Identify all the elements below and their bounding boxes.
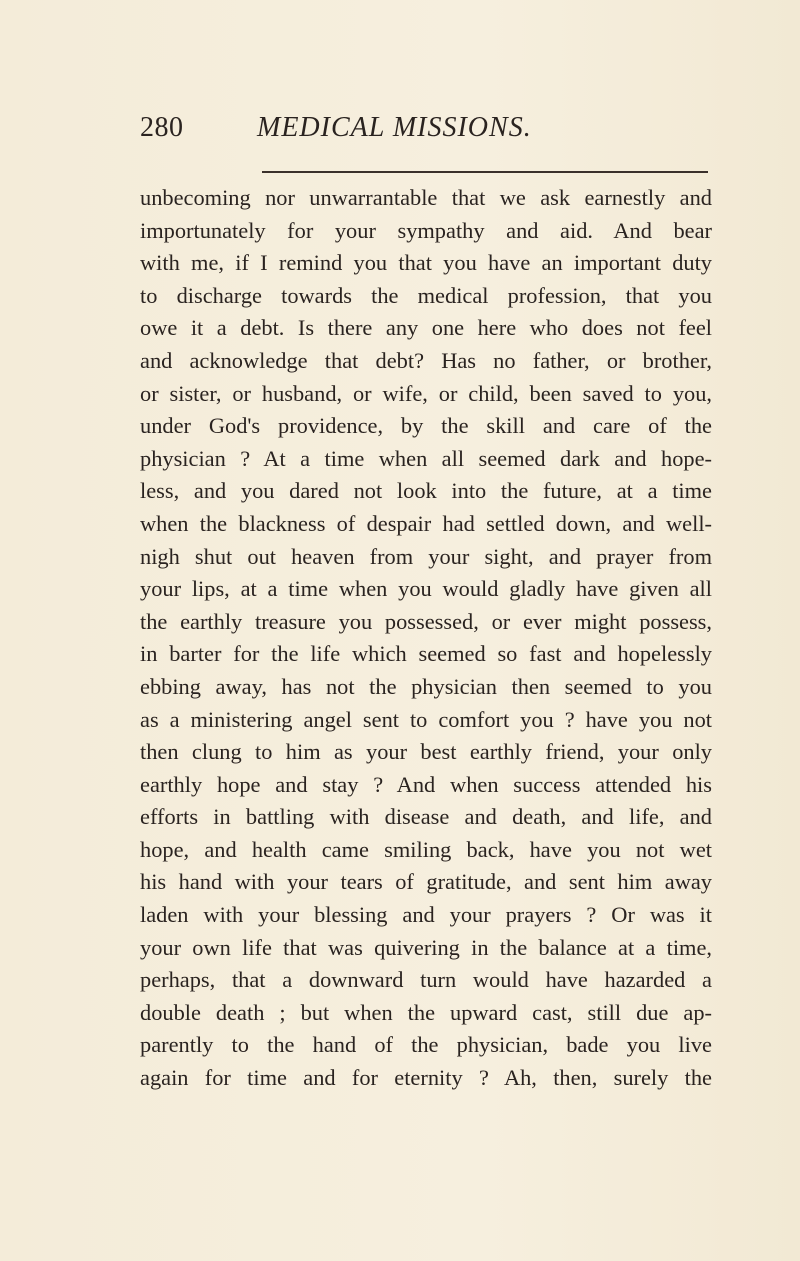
text-line: nigh shut out heaven from your sight, and prayer from: [140, 543, 712, 569]
text-line: in barter for the life which seemed so fast and hopelessly: [140, 641, 712, 667]
header-rule: [262, 171, 708, 173]
text-line: when the blackness of despair had settled down, and well-: [140, 510, 712, 536]
text-line: the earthly treasure you possessed, or ever might possess,: [140, 608, 712, 634]
text-line: unbecoming nor unwarrantable that we ask earnestly and: [140, 185, 712, 210]
text-line: his hand with your tears of gratitude, and sent him away: [140, 869, 712, 895]
running-head: MEDICAL MISSIONS.: [257, 112, 532, 143]
text-line: laden with your blessing and your prayers ? Or was it: [140, 902, 712, 928]
text-line: your own life that was quivering in the balance at a time,: [140, 934, 712, 960]
text-line: your lips, at a time when you would gladly have given all: [140, 576, 712, 602]
body-text: [140, 182, 712, 1095]
text-line: then clung to him as your best earthly friend, your only: [140, 739, 712, 765]
text-line: parently to the hand of the physician, bade you live: [140, 1032, 712, 1058]
page-header: [140, 112, 710, 152]
text-line: again for time and for eternity ? Ah, then, surely the: [140, 1065, 712, 1091]
text-line: with me, if I remind you that you have an important duty: [140, 250, 712, 276]
text-line: and acknowledge that debt? Has no father, or brother,: [140, 347, 712, 373]
text-line: importunately for your sympathy and aid. And bear: [140, 217, 712, 243]
text-line: earthly hope and stay ? And when success attended his: [140, 771, 712, 797]
text-line: to discharge towards the medical profession, that you: [140, 282, 712, 308]
text-line: ebbing away, has not the physician then seemed to you: [140, 673, 712, 699]
text-line: less, and you dared not look into the future, at a time: [140, 478, 712, 504]
text-line: under God's providence, by the skill and care of the: [140, 413, 712, 439]
text-line: owe it a debt. Is there any one here who does not feel: [140, 315, 712, 341]
text-line: efforts in battling with disease and death, and life, and: [140, 804, 712, 830]
text-line: hope, and health came smiling back, have you not wet: [140, 836, 712, 862]
page-number: 280: [140, 112, 184, 143]
text-line: physician ? At a time when all seemed dark and hope-: [140, 445, 712, 471]
text-line: as a ministering angel sent to comfort you ? have you not: [140, 706, 712, 732]
text-line: perhaps, that a downward turn would have hazarded a: [140, 967, 712, 993]
text-line: double death ; but when the upward cast, still due ap-: [140, 999, 712, 1025]
text-line: or sister, or husband, or wife, or child, been saved to you,: [140, 380, 712, 406]
